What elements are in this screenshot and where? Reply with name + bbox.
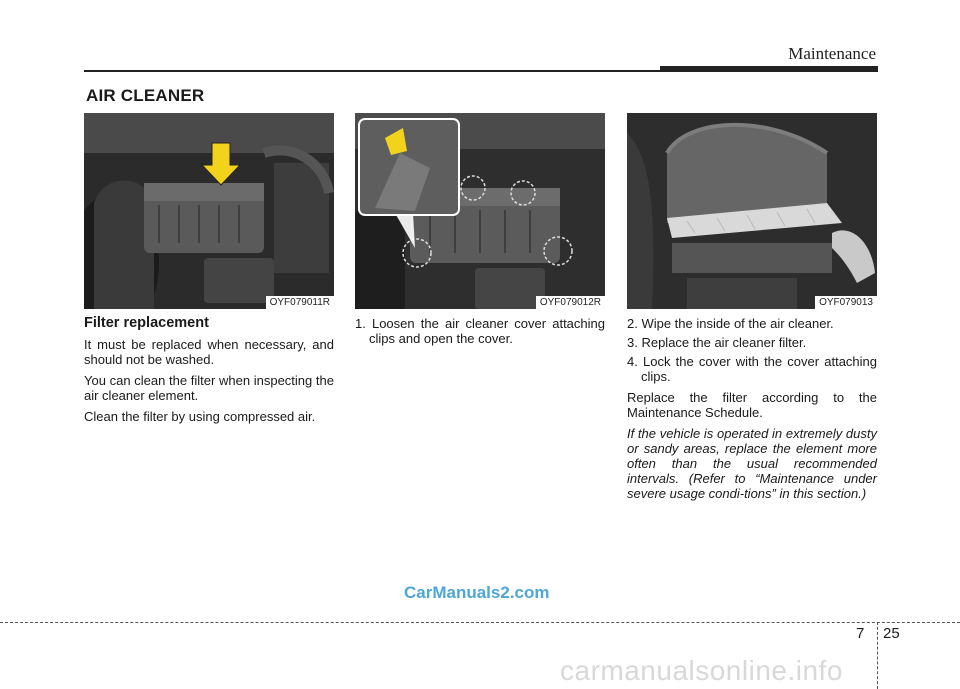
chapter-title: Maintenance xyxy=(788,44,876,63)
engine-bay-illustration xyxy=(84,113,334,309)
air-cleaner-filter-illustration xyxy=(627,113,877,309)
paragraph: You can clean the filter when inspecting the air cleaner element. xyxy=(84,373,334,403)
step-item: 2. Wipe the inside of the air cleaner. xyxy=(627,316,834,331)
section-title: AIR CLEANER xyxy=(86,86,205,105)
site-watermark: carmanualsonline.info xyxy=(560,655,843,686)
watermark-link[interactable]: CarManuals2.com xyxy=(404,583,550,602)
footer-rule xyxy=(0,622,960,623)
text-column-3 xyxy=(627,316,877,507)
header-rule-thick xyxy=(660,66,878,72)
photo-filter-removal xyxy=(627,113,877,309)
text-column-1 xyxy=(84,316,334,430)
step-item: 1. Loosen the air cleaner cover attaching clips and open the cover. xyxy=(355,316,605,346)
photo-cover-clips xyxy=(355,113,605,309)
step-item: 4. Lock the cover with the cover attaching clips. xyxy=(627,354,877,384)
paragraph: Replace the filter according to the Maintenance Schedule. xyxy=(627,390,877,420)
photo-code: OYF079012R xyxy=(536,296,605,309)
header-rule xyxy=(84,70,662,72)
photo-engine-bay xyxy=(84,113,334,309)
note-paragraph: If the vehicle is operated in extremely dusty or sandy areas, replace the element more often than the usual recommended intervals. (Refer to “Maintenance under severe usage condi-tions” in this section.) xyxy=(627,426,877,501)
chapter-number: 7 xyxy=(856,625,865,642)
text-column-2 xyxy=(355,316,605,350)
photo-code: OYF079011R xyxy=(266,296,334,309)
page-number: 25 xyxy=(883,625,900,642)
paragraph: It must be replaced when necessary, and should not be washed. xyxy=(84,337,334,367)
paragraph: Clean the filter by using compressed air. xyxy=(84,409,316,424)
subheading-filter-replacement: Filter replacement xyxy=(84,315,209,331)
air-cleaner-clips-illustration xyxy=(355,113,605,309)
photo-code: OYF079013 xyxy=(815,296,877,309)
footer-divider xyxy=(877,622,878,689)
step-item: 3. Replace the air cleaner filter. xyxy=(627,335,807,350)
